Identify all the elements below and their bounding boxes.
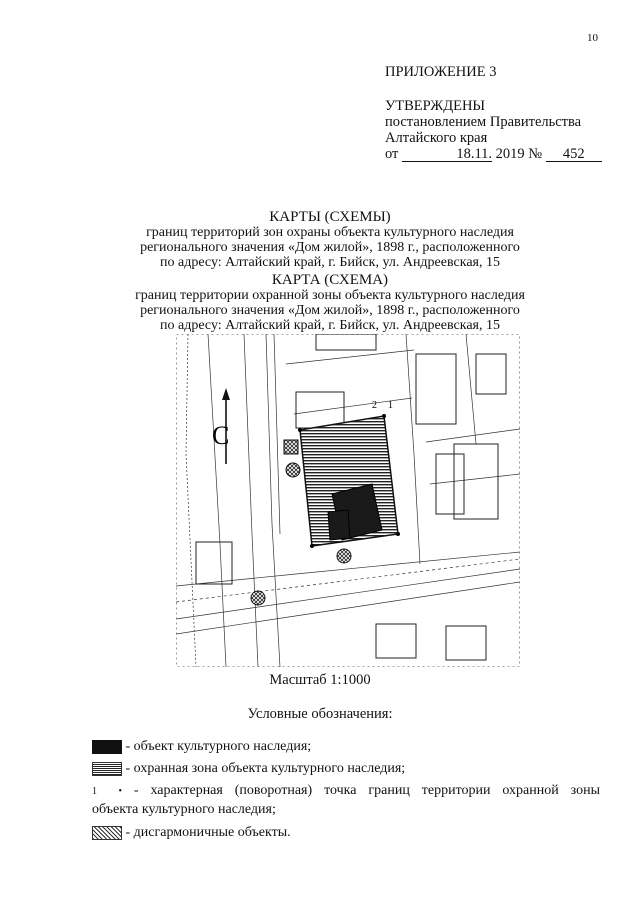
- number-sign: №: [528, 146, 543, 162]
- title-2-line-3: по адресу: Алтайский край, г. Бийск, ул. Андреевская, 15: [160, 318, 500, 333]
- approval-number: 452: [546, 147, 602, 162]
- approval-date-line: [385, 146, 602, 162]
- title-1-line-2: регионального значения «Дом жилой», 1898 г., расположенного: [140, 240, 520, 255]
- legend-label-disharmonious: - дисгармоничные объекты.: [125, 825, 291, 840]
- from-label: от: [385, 146, 399, 162]
- title-block-1: [80, 210, 580, 270]
- turning-point-icon: 1 •: [92, 786, 122, 797]
- title-block-2: [80, 273, 580, 333]
- approval-year: 2019: [495, 146, 525, 162]
- disharmonious-swatch-icon: [92, 826, 122, 840]
- title-1-heading: КАРТЫ (СХЕМЫ): [269, 209, 391, 225]
- approval-block: [385, 64, 602, 162]
- site-map-drawing: [176, 334, 520, 667]
- legend-point-line: [92, 782, 600, 801]
- page-number: 10: [587, 32, 598, 44]
- north-label: С: [212, 421, 230, 450]
- legend-label-point: - характерная (поворотная) точка границ территории охранной зоны: [133, 783, 600, 798]
- appendix-label: ПРИЛОЖЕНИЕ 3: [385, 64, 497, 80]
- approval-line-1: постановлением Правительства: [385, 114, 582, 130]
- map-scale: Масштаб 1:1000: [269, 672, 371, 688]
- title-1-line-3: по адресу: Алтайский край, г. Бийск, ул. Андреевская, 15: [160, 255, 500, 270]
- site-map: [176, 334, 520, 667]
- legend-label-zone: - охранная зона объекта культурного наследия;: [125, 761, 406, 776]
- legend: [92, 738, 600, 848]
- title-1-line-1: границ территорий зон охраны объекта культурного наследия: [146, 225, 514, 240]
- point-label-2: 2: [372, 400, 377, 411]
- protection-zone-swatch-icon: [92, 762, 122, 776]
- legend-item-disharmonious: [92, 824, 291, 842]
- approval-line-2: Алтайского края: [385, 130, 488, 146]
- legend-title: Условные обозначения:: [247, 706, 393, 722]
- legend-label-point-cont: объекта культурного наследия;: [92, 802, 276, 817]
- legend-item-object: [92, 738, 311, 756]
- approval-date: 18.11.: [402, 147, 492, 162]
- legend-item-point: [92, 782, 600, 819]
- legend-label-object: - объект культурного наследия;: [125, 739, 312, 754]
- cultural-object-swatch-icon: [92, 740, 122, 754]
- point-label-1: 1: [388, 400, 393, 411]
- title-2-line-1: границ территории охранной зоны объекта культурного наследия: [135, 288, 525, 303]
- approved-label: УТВЕРЖДЕНЫ: [385, 98, 486, 114]
- title-2-heading: КАРТА (СХЕМА): [271, 272, 389, 288]
- legend-item-zone: [92, 760, 405, 778]
- title-2-line-2: регионального значения «Дом жилой», 1898 г., расположенного: [140, 303, 520, 318]
